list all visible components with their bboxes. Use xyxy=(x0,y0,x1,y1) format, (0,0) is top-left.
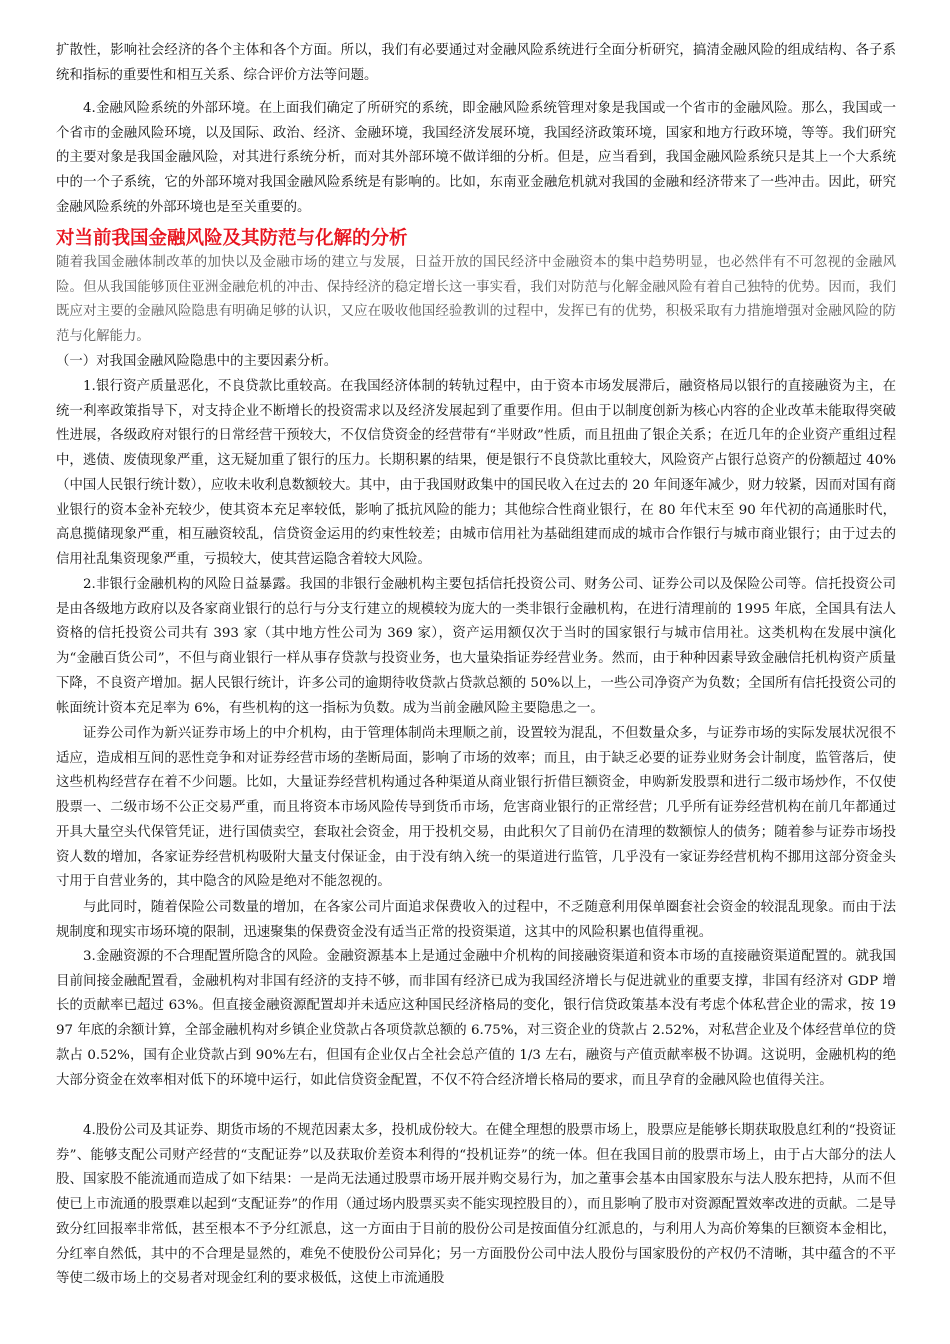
paragraph-nonbank-institutions: 2.非银行金融机构的风险日益暴露。我国的非银行金融机构主要包括信托投资公司、财务公司、证券公司以及保险公司等。信托投资公司是由各级地方政府以及各家商业银行的总行与分支行建立的规模较为庞大的一类非银行金融机构，在进行清理前的 1995 年底，全国具有法人资格的信托投资公司共有 393 家（其中地方性公司为 369 家），资产运用额仅次于当时的国家银行与城市信用社。这类机构在发展中演化为“金融百货公司”，不但与商业银行一样从事存贷款与投资业务，也大量染指证券经营业务。然而，由于种种因素导致金融信托机构资产质量下降，不良资产增加。据人民银行统计，许多公司的逾期待收贷款占贷款总额的 50%以上，一些公司净资产为负数；全国所有信托投资公司的帐面统计资本充足率为 6%，有些机构的这一指标为负数。成为当前金融风险主要隐患之一。 xyxy=(56,577,896,716)
paragraph-continuation: 扩散性，影响社会经济的各个主体和各个方面。所以，我们有必要通过对金融风险系统进行全面分析研究，搞清金融风险的组成结构、各子系统和指标的重要性和相互关系、综合评价方法等问题。 xyxy=(56,43,896,83)
paragraph-securities-companies: 证券公司作为新兴证券市场上的中介机构，由于管理体制尚未理顺之前，设置较为混乱，不但数量众多，与证券市场的实际发展状况很不适应，造成相互间的恶性竞争和对证券经营市场的垄断局面，影响了市场的效率；而且，由于缺乏必要的证券业财务会计制度，监管落后，使这些机构经营存在着不少问题。比如，大量证券经营机构通过各种渠道从商业银行折借巨额资金，申购新发股票和进行二级市场炒作，不仅使股票一、二级市场不公正交易严重，而且将资本市场风险传导到货币市场，危害商业银行的正常经营；几乎所有证券经营机构在前几年都通过开具大量空头代保管凭证，进行国债卖空，套取社会资金，用于投机交易，由此积欠了目前仍在清理的数额惊人的债务；随着参与证券市场投资人数的增加，各家证券经营机构吸附大量支付保证金，由于没有纳入统一的渠道进行监管，几乎没有一家证券经营机构不挪用这部分资金头寸用于自营业务的，其中隐含的风险是绝对不能忽视的。 xyxy=(56,726,896,890)
section-heading: 对当前我国金融风险及其防范与化解的分析 xyxy=(56,228,408,249)
paragraph-bank-assets: 1.银行资产质量恶化，不良贷款比重较高。在我国经济体制的转轨过程中，由于资本市场发展滞后，融资格局以银行的直接融资为主，在统一利率政策指导下，对支持企业不断增长的投资需求以及经济发展起到了重要作用。但由于以制度创新为核心内容的企业改革未能取得突破性进展，各级政府对银行的日常经营干预较大，不仅信贷资金的经营带有“半财政”性质，而且扭曲了银企关系；在近几年的企业资产重组过程中，逃债、废债现象严重，这无疑加重了银行的压力。长期积累的结果，便是银行不良贷款比重较大，风险资产占银行总资产的份额超过 40%（中国人民银行统计数），应收未收利息数额较大。其中，由于我国财政集中的国民收入在过去的 20 年间逐年减少，财力较紧，因而对国有商业银行的资本金补充较少，使其资本充足率较低，影响了抵抗风险的能力；其他综合性商业银行，在 80 年代末至 90 年代初的高通胀时代，高息揽储现象严重，相互融资较乱，信贷资金运用的约束性较差；由城市信用社为基础组建而成的城市合作银行与城市商业银行；由于过去的信用社乱集资现象严重，亏损较大，使其营运隐含着较大风险。 xyxy=(56,379,896,567)
paragraph-external-environment: 4.金融风险系统的外部环境。在上面我们确定了所研究的系统，即金融风险系统管理对象是我国或一个省市的金融风险。那么，我国或一个省市的金融风险环境，以及国际、政治、经济、金融环境，我国经济发展环境，我国经济政策环境，国家和地方行政环境，等等。我们研究的主要对象是我国金融风险，对其进行系统分析，而对其外部环境不做详细的分析。但是，应当看到，我国金融风险系统只是其上一个大系统中的一个子系统，它的外部环境对我国金融风险系统是有影响的。比如，东南亚金融危机就对我国的金融和经济带来了一些冲击。因此，研究金融风险系统的外部环境也是至关重要的。 xyxy=(56,101,896,215)
paragraph-resource-allocation: 3.金融资源的不合理配置所隐含的风险。金融资源基本上是通过金融中介机构的间接融资渠道和资本市场的直接融资渠道配置的。就我国目前间接金融配置看，金融机构对非国有经济的支持不够，而非国有经济已成为我国经济增长与促进就业的重要支撑，非国有经济对 GDP 增长的贡献率已超过 63%。但直接金融资源配置却并未适应这种国民经济格局的变化，银行信贷政策基本没有考虑个体私营企业的需求，按 1997 年底的余额计算，全部金融机构对乡镇企业贷款占各项贷款总额的 6.75%，对三资企业的贷款占 2.52%，对私营企业及个体经营单位的贷款占 0.52%，国有企业贷款占到 90%左右，但国有企业仅占全社会总产值的 1/3 左右，融资与产值贡献率极不协调。这说明，金融机构的绝大部分资金在效率相对低下的环境中运行，如此信贷资金配置，不仅不符合经济增长格局的要求，而且孕育的金融风险也值得关注。 xyxy=(56,949,896,1088)
section-intro: 随着我国金融体制改革的加快以及金融市场的建立与发展，日益开放的国民经济中金融资本的集中趋势明显，也必然伴有不可忽视的金融风险。但从我国能够顶住亚洲金融危机的冲击、保持经济的稳定增长这一事实看，我们对防范与化解金融风险有着自己独特的优势。因而，我们既应对主要的金融风险隐患有明确足够的认识，又应在吸收他国经验教训的过程中，发挥已有的优势，积极采取有力措施增强对金融风险的防范与化解能力。 xyxy=(56,255,896,345)
subsection-title: （一）对我国金融风险隐患中的主要因素分析。 xyxy=(56,354,338,369)
paragraph-insurance: 与此同时，随着保险公司数量的增加，在各家公司片面追求保费收入的过程中，不乏随意利用保单圈套社会资金的较混乱现象。而由于法规制度和现实市场环境的限制，迅速聚集的保费资金没有适当正常的投资渠道，这其中的风险积累也值得重视。 xyxy=(56,900,896,940)
paragraph-stock-market: 4.股份公司及其证券、期货市场的不规范因素太多，投机成份较大。在健全理想的股票市场上，股票应是能够长期获取股息红利的“投资证券”、能够支配公司财产经营的“支配证券”以及获取价差资本利得的“投机证券”的统一体。但在我国目前的股票市场上，由于占大部分的法人股、国家股不能流通而造成了如下结果：一是尚无法通过股票市场开展并购交易行为，加之董事会基本由国家股东与法人股东把持，从而不但使已上市流通的股票难以起到“支配证券”的作用（通过场内股票买卖不能实现控股目的），而且影响了股市对资源配置效率改进的贡献。二是导致分红回报率非常低，甚至根本不予分红派息，这一方面由于目前的股份公司是按面值分红派息的，与利用人为高价筹集的巨额资本金相比，分红率自然低，其中的不合理是显然的，难免不使股份公司异化；另一方面股份公司中法人股份与国家股份的产权仍不清晰，其中蕴含的不平等使二级市场上的交易者对现金红利的要求极低，这使上市流通股 xyxy=(56,1123,896,1287)
